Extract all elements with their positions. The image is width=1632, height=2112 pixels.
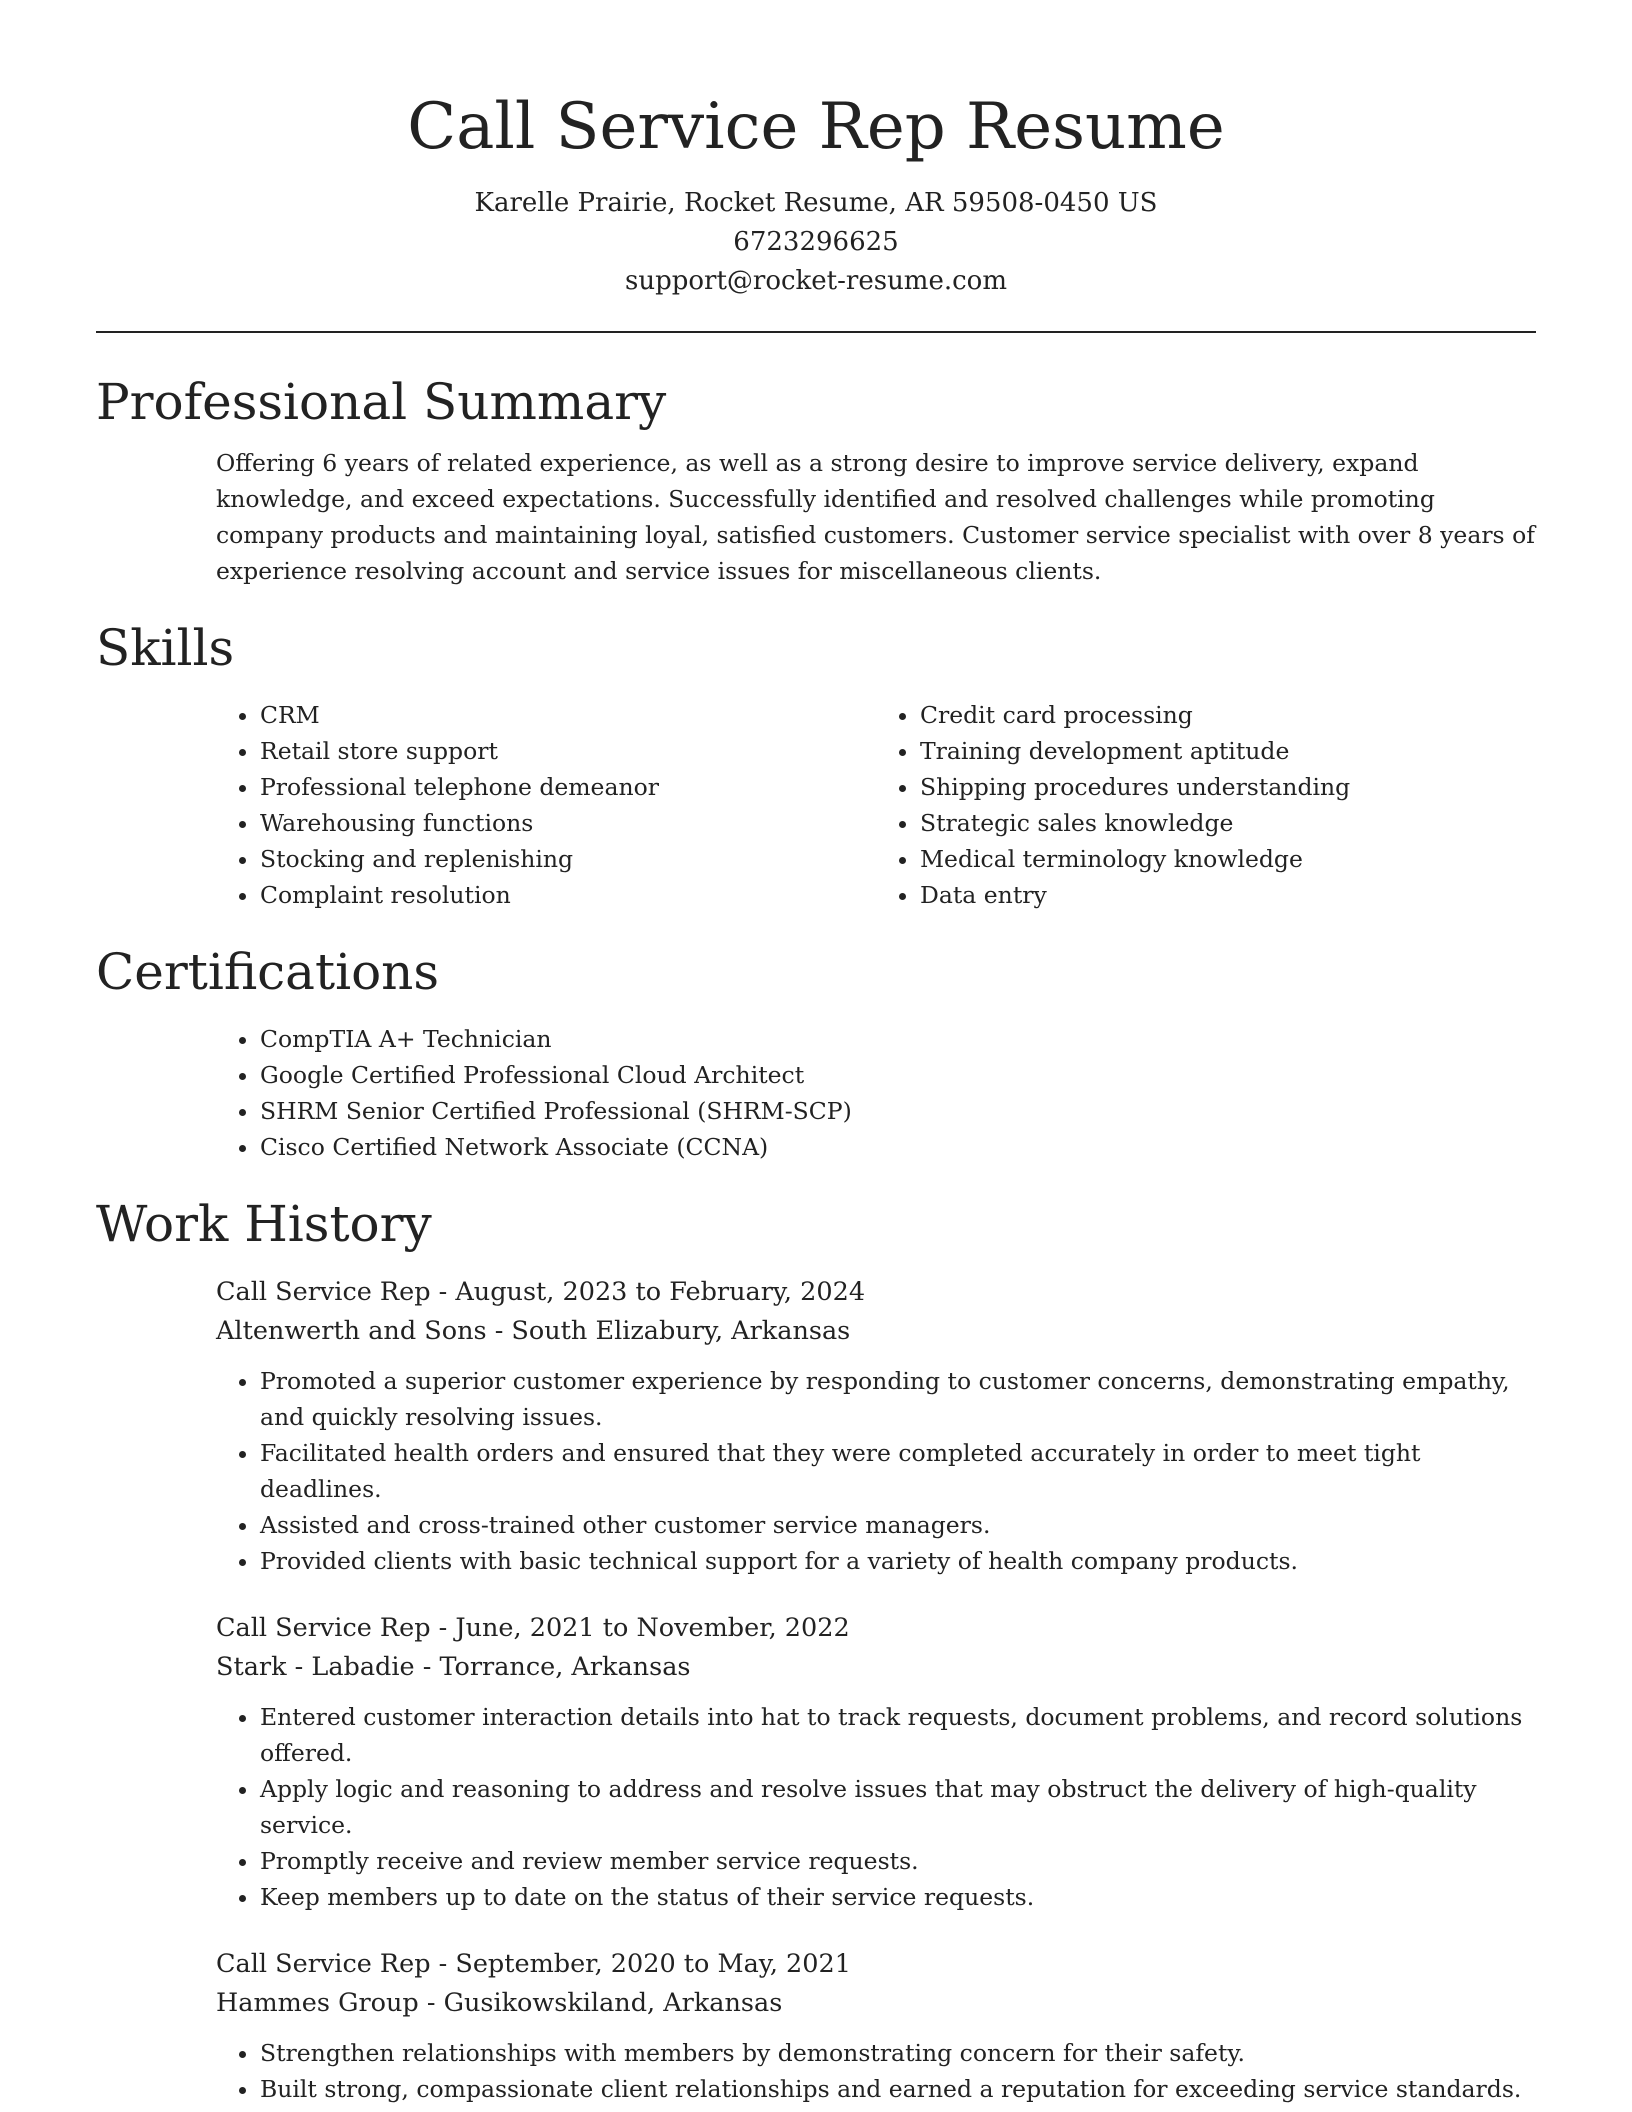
skill-item: • Warehousing functions — [260, 805, 876, 841]
job-bullets — [216, 1363, 1536, 1579]
job-company-line: Hammes Group - Gusikowskiland, Arkansas — [216, 1988, 783, 2018]
job-bullet: • Promoted a superior customer experience by responding to customer concerns, demonstrating empathy, and quickly resolving issues. — [260, 1363, 1536, 1435]
skill-item: • Complaint resolution — [260, 877, 876, 913]
certification-item: • Google Certified Professional Cloud Architect — [260, 1057, 1536, 1093]
work-history-heading: Work History — [96, 1195, 432, 1253]
certification-item: • Cisco Certified Network Associate (CCNA) — [260, 1129, 1536, 1165]
job-title-line: Call Service Rep - August, 2023 to February, 2024 — [216, 1277, 866, 1307]
skills-list-right — [876, 697, 1536, 913]
skill-item: • Credit card processing — [920, 697, 1536, 733]
job-bullet: • Apply logic and reasoning to address and resolve issues that may obstruct the delivery of high-quality service. — [260, 1771, 1536, 1843]
skill-item: • Medical terminology knowledge — [920, 841, 1536, 877]
certifications-list — [216, 1021, 1536, 1165]
skill-item: • Strategic sales knowledge — [920, 805, 1536, 841]
job-bullet: • Keep members up to date on the status of their service requests. — [260, 1879, 1536, 1915]
job-entry — [216, 1945, 1536, 2107]
job-company-line: Stark - Labadie - Torrance, Arkansas — [216, 1652, 691, 1682]
job-title-line: Call Service Rep - June, 2021 to November, 2022 — [216, 1613, 850, 1643]
contact-phone: 6723296625 — [733, 227, 899, 257]
job-bullet: • Assisted and cross-trained other customer service managers. — [260, 1507, 1536, 1543]
skill-item: • Stocking and replenishing — [260, 841, 876, 877]
resume-header — [96, 0, 1536, 301]
job-bullets — [216, 2035, 1536, 2107]
job-bullet: • Strengthen relationships with members by demonstrating concern for their safety. — [260, 2035, 1536, 2071]
certifications-section — [96, 937, 1536, 1165]
job-title-line: Call Service Rep - September, 2020 to May, 2021 — [216, 1949, 851, 1979]
header-divider — [96, 331, 1536, 333]
job-bullet: • Built strong, compassionate client relationships and earned a reputation for exceeding service standards. — [260, 2071, 1536, 2107]
skills-columns — [216, 697, 1536, 913]
skill-item: • CRM — [260, 697, 876, 733]
work-history-section — [96, 1189, 1536, 2107]
job-bullet: • Provided clients with basic technical support for a variety of health company products. — [260, 1543, 1536, 1579]
summary-section — [96, 367, 1536, 589]
contact-email: support@rocket-resume.com — [624, 266, 1007, 296]
job-entry — [216, 1609, 1536, 1915]
certification-item: • CompTIA A+ Technician — [260, 1021, 1536, 1057]
job-bullet: • Promptly receive and review member service requests. — [260, 1843, 1536, 1879]
job-company-line: Altenwerth and Sons - South Elizabury, Arkansas — [216, 1316, 851, 1346]
skills-heading: Skills — [96, 619, 235, 677]
skills-section — [96, 613, 1536, 913]
skill-item: • Data entry — [920, 877, 1536, 913]
skill-item: • Training development aptitude — [920, 733, 1536, 769]
resume-page — [96, 0, 1536, 2107]
contact-info — [96, 184, 1536, 301]
contact-address: Karelle Prairie, Rocket Resume, AR 59508-0450 US — [474, 188, 1158, 218]
skill-item: • Shipping procedures understanding — [920, 769, 1536, 805]
job-bullet: • Entered customer interaction details into hat to track requests, document problems, and record solutions offered. — [260, 1699, 1536, 1771]
skill-item: • Professional telephone demeanor — [260, 769, 876, 805]
page-title: Call Service Rep Resume — [407, 90, 1225, 164]
job-bullets — [216, 1699, 1536, 1915]
job-bullet: • Facilitated health orders and ensured that they were completed accurately in order to meet tight deadlines. — [260, 1435, 1536, 1507]
certification-item: • SHRM Senior Certified Professional (SHRM-SCP) — [260, 1093, 1536, 1129]
certifications-heading: Certifications — [96, 943, 440, 1001]
summary-heading: Professional Summary — [96, 373, 667, 431]
job-entry — [216, 1273, 1536, 1579]
skill-item: • Retail store support — [260, 733, 876, 769]
skills-list-left — [216, 697, 876, 913]
summary-text: Offering 6 years of related experience, as well as a strong desire to improve service delivery, expand knowledge, and exceed expectations. Successfully identified and resolved challenges while promoting company products and maintaining loyal, satisfied customers. Customer service specialist with over 8 years of experience resolving account and service issues for miscellaneous clients. — [216, 449, 1535, 585]
